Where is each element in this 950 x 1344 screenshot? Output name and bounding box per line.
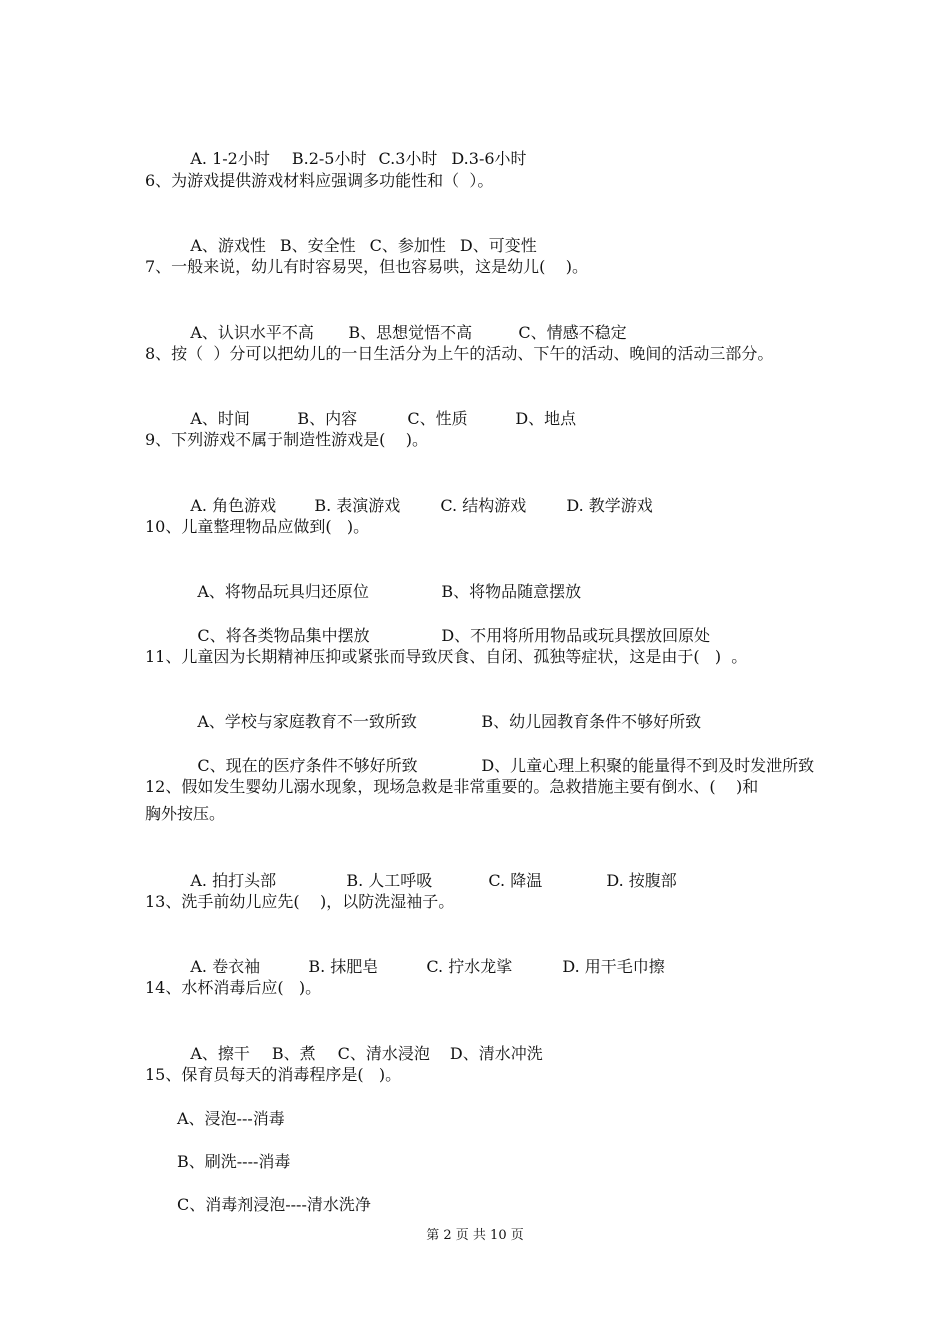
q7-option-a: A、认识水平不高 bbox=[190, 323, 314, 342]
q10-option-b: B、将物品随意摆放 bbox=[441, 582, 582, 601]
q5-option-b: B.2-5小时 bbox=[291, 149, 367, 168]
q14-option-c: C、清水浸泡 bbox=[337, 1044, 430, 1063]
q6-stem: 6、为游戏提供游戏材料应强调多功能性和（ ）。 bbox=[145, 171, 494, 190]
q6-option-c: C、参加性 bbox=[369, 236, 446, 255]
q11-stem: 11、儿童因为长期精神压抑或紧张而导致厌食、自闭、孤独等症状，这是由于( ) 。 bbox=[145, 647, 748, 666]
q12-option-c: C. 降温 bbox=[488, 871, 543, 890]
q8-option-a: A、时间 bbox=[190, 409, 250, 428]
q11-option-b: B、幼儿园教育条件不够好所致 bbox=[481, 712, 702, 731]
q12-option-d: D. 按腹部 bbox=[606, 871, 677, 890]
q12-stem-line1: 12、假如发生婴幼儿溺水现象，现场急救是非常重要的。急救措施主要有倒水、( )和 bbox=[145, 777, 759, 796]
q15-option-a: A、浸泡---消毒 bbox=[177, 1109, 285, 1128]
q10-stem: 10、儿童整理物品应做到( )。 bbox=[145, 517, 370, 536]
q11-option-a: A、学校与家庭教育不一致所致 bbox=[197, 712, 417, 731]
q14-option-a: A、擦干 bbox=[190, 1044, 250, 1063]
q7-stem: 7、一般来说，幼儿有时容易哭，但也容易哄，这是幼儿( )。 bbox=[145, 257, 589, 276]
q13-option-a: A. 卷衣袖 bbox=[190, 957, 261, 976]
q10-option-c: C、将各类物品集中摆放 bbox=[197, 626, 370, 645]
q13-stem: 13、洗手前幼儿应先( )，以防洗湿袖子。 bbox=[145, 892, 455, 911]
q6-option-d: D、可变性 bbox=[459, 236, 537, 255]
q13-option-c: C. 拧水龙挲 bbox=[426, 957, 513, 976]
q13-option-b: B. 抹肥皂 bbox=[308, 957, 379, 976]
q8-option-d: D、地点 bbox=[515, 409, 577, 428]
q14-stem: 14、水杯消毒后应( )。 bbox=[145, 978, 322, 997]
q12-stem-line2: 胸外按压。 bbox=[145, 804, 226, 823]
q14-option-b: B、煮 bbox=[271, 1044, 316, 1063]
q9-option-b: B. 表演游戏 bbox=[314, 496, 401, 515]
q15-stem: 15、保育员每天的消毒程序是( )。 bbox=[145, 1065, 402, 1084]
q9-stem: 9、下列游戏不属于制造性游戏是( )。 bbox=[145, 430, 429, 449]
q6-option-b: B、安全性 bbox=[279, 236, 356, 255]
q5-option-c: C.3小时 bbox=[378, 149, 438, 168]
q8-option-c: C、性质 bbox=[407, 409, 468, 428]
q10-option-a: A、将物品玩具归还原位 bbox=[197, 582, 369, 601]
q10-option-d: D、不用将所用物品或玩具摆放回原处 bbox=[441, 626, 711, 645]
q9-option-d: D. 教学游戏 bbox=[566, 496, 653, 515]
q8-option-b: B、内容 bbox=[297, 409, 358, 428]
q6-option-a: A、游戏性 bbox=[190, 236, 266, 255]
q13-option-d: D. 用干毛巾擦 bbox=[562, 957, 665, 976]
q15-option-b: B、刷洗----消毒 bbox=[177, 1152, 291, 1171]
q9-option-c: C. 结构游戏 bbox=[440, 496, 527, 515]
q12-option-b: B. 人工呼吸 bbox=[346, 871, 433, 890]
q11-option-c: C、现在的医疗条件不够好所致 bbox=[197, 756, 418, 775]
q12-option-a: A. 拍打头部 bbox=[190, 871, 277, 890]
q8-stem: 8、按（ ）分可以把幼儿的一日生活分为上午的活动、下午的活动、晚间的活动三部分。 bbox=[145, 344, 774, 363]
page-footer: 第 2 页 共 10 页 bbox=[426, 1228, 524, 1243]
q14-option-d: D、清水冲洗 bbox=[449, 1044, 543, 1063]
q11-option-d: D、儿童心理上积聚的能量得不到及时发泄所致 bbox=[481, 756, 815, 775]
q7-option-b: B、思想觉悟不高 bbox=[348, 323, 473, 342]
q9-option-a: A. 角色游戏 bbox=[190, 496, 277, 515]
q7-option-c: C、情感不稳定 bbox=[518, 323, 627, 342]
q15-option-c: C、消毒剂浸泡----清水洗净 bbox=[177, 1195, 371, 1214]
q5-option-a: A. 1-2小时 bbox=[190, 149, 270, 168]
q5-option-d: D.3-6小时 bbox=[451, 149, 527, 168]
